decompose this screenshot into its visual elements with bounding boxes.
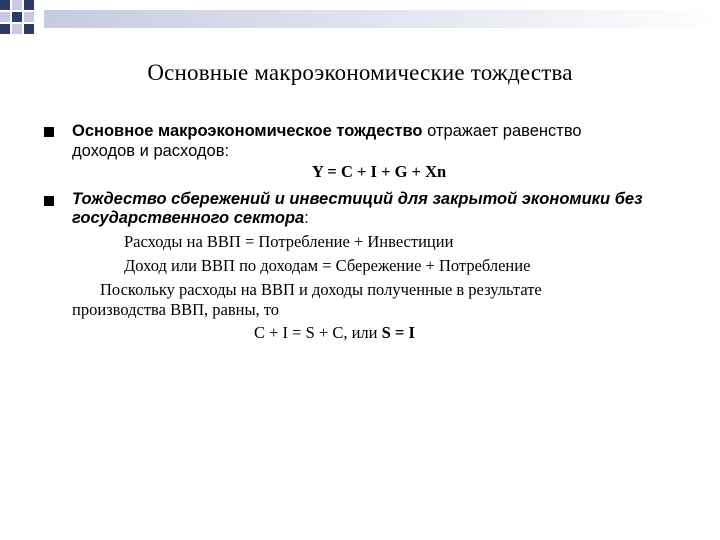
bullet-2-line-1: Тождество сбережений и инвестиций для закрытой экономики без xyxy=(72,190,643,208)
conclusion-line-1: Поскольку расходы на ВВП и доходы полученные в результате xyxy=(100,280,542,299)
bullet-2-line-2 xyxy=(72,208,309,228)
bullet-1-line-2: доходов и расходов: xyxy=(72,142,230,160)
expenditure-identity: Расходы на ВВП = Потребление + Инвестиции xyxy=(124,232,454,251)
conclusion-line-2: производства ВВП, равны, то xyxy=(72,300,280,319)
bullet-2-strong-text: государственного сектора xyxy=(72,209,305,227)
bullet-2-rest-text: : xyxy=(304,209,309,227)
savings-investment-formula xyxy=(254,323,415,343)
slide-title: Основные макроэкономические тождества xyxy=(147,60,573,85)
gdp-formula: Y = C + I + G + Xn xyxy=(312,162,447,181)
bullet-square-icon xyxy=(44,196,54,206)
bullet-1-line-1 xyxy=(72,121,582,141)
formula-part-1: C + I = S + C, или xyxy=(254,323,382,342)
bullet-square-icon xyxy=(44,127,54,137)
bullet-1-rest-text: отражает равенство xyxy=(422,122,582,140)
decorative-header-strip xyxy=(0,0,720,40)
bullet-1-strong-text: Основное макроэкономическое тождество xyxy=(72,122,423,140)
income-identity: Доход или ВВП по доходам = Сбережение + Потребление xyxy=(124,256,531,275)
formula-part-2: S = I xyxy=(381,323,415,342)
